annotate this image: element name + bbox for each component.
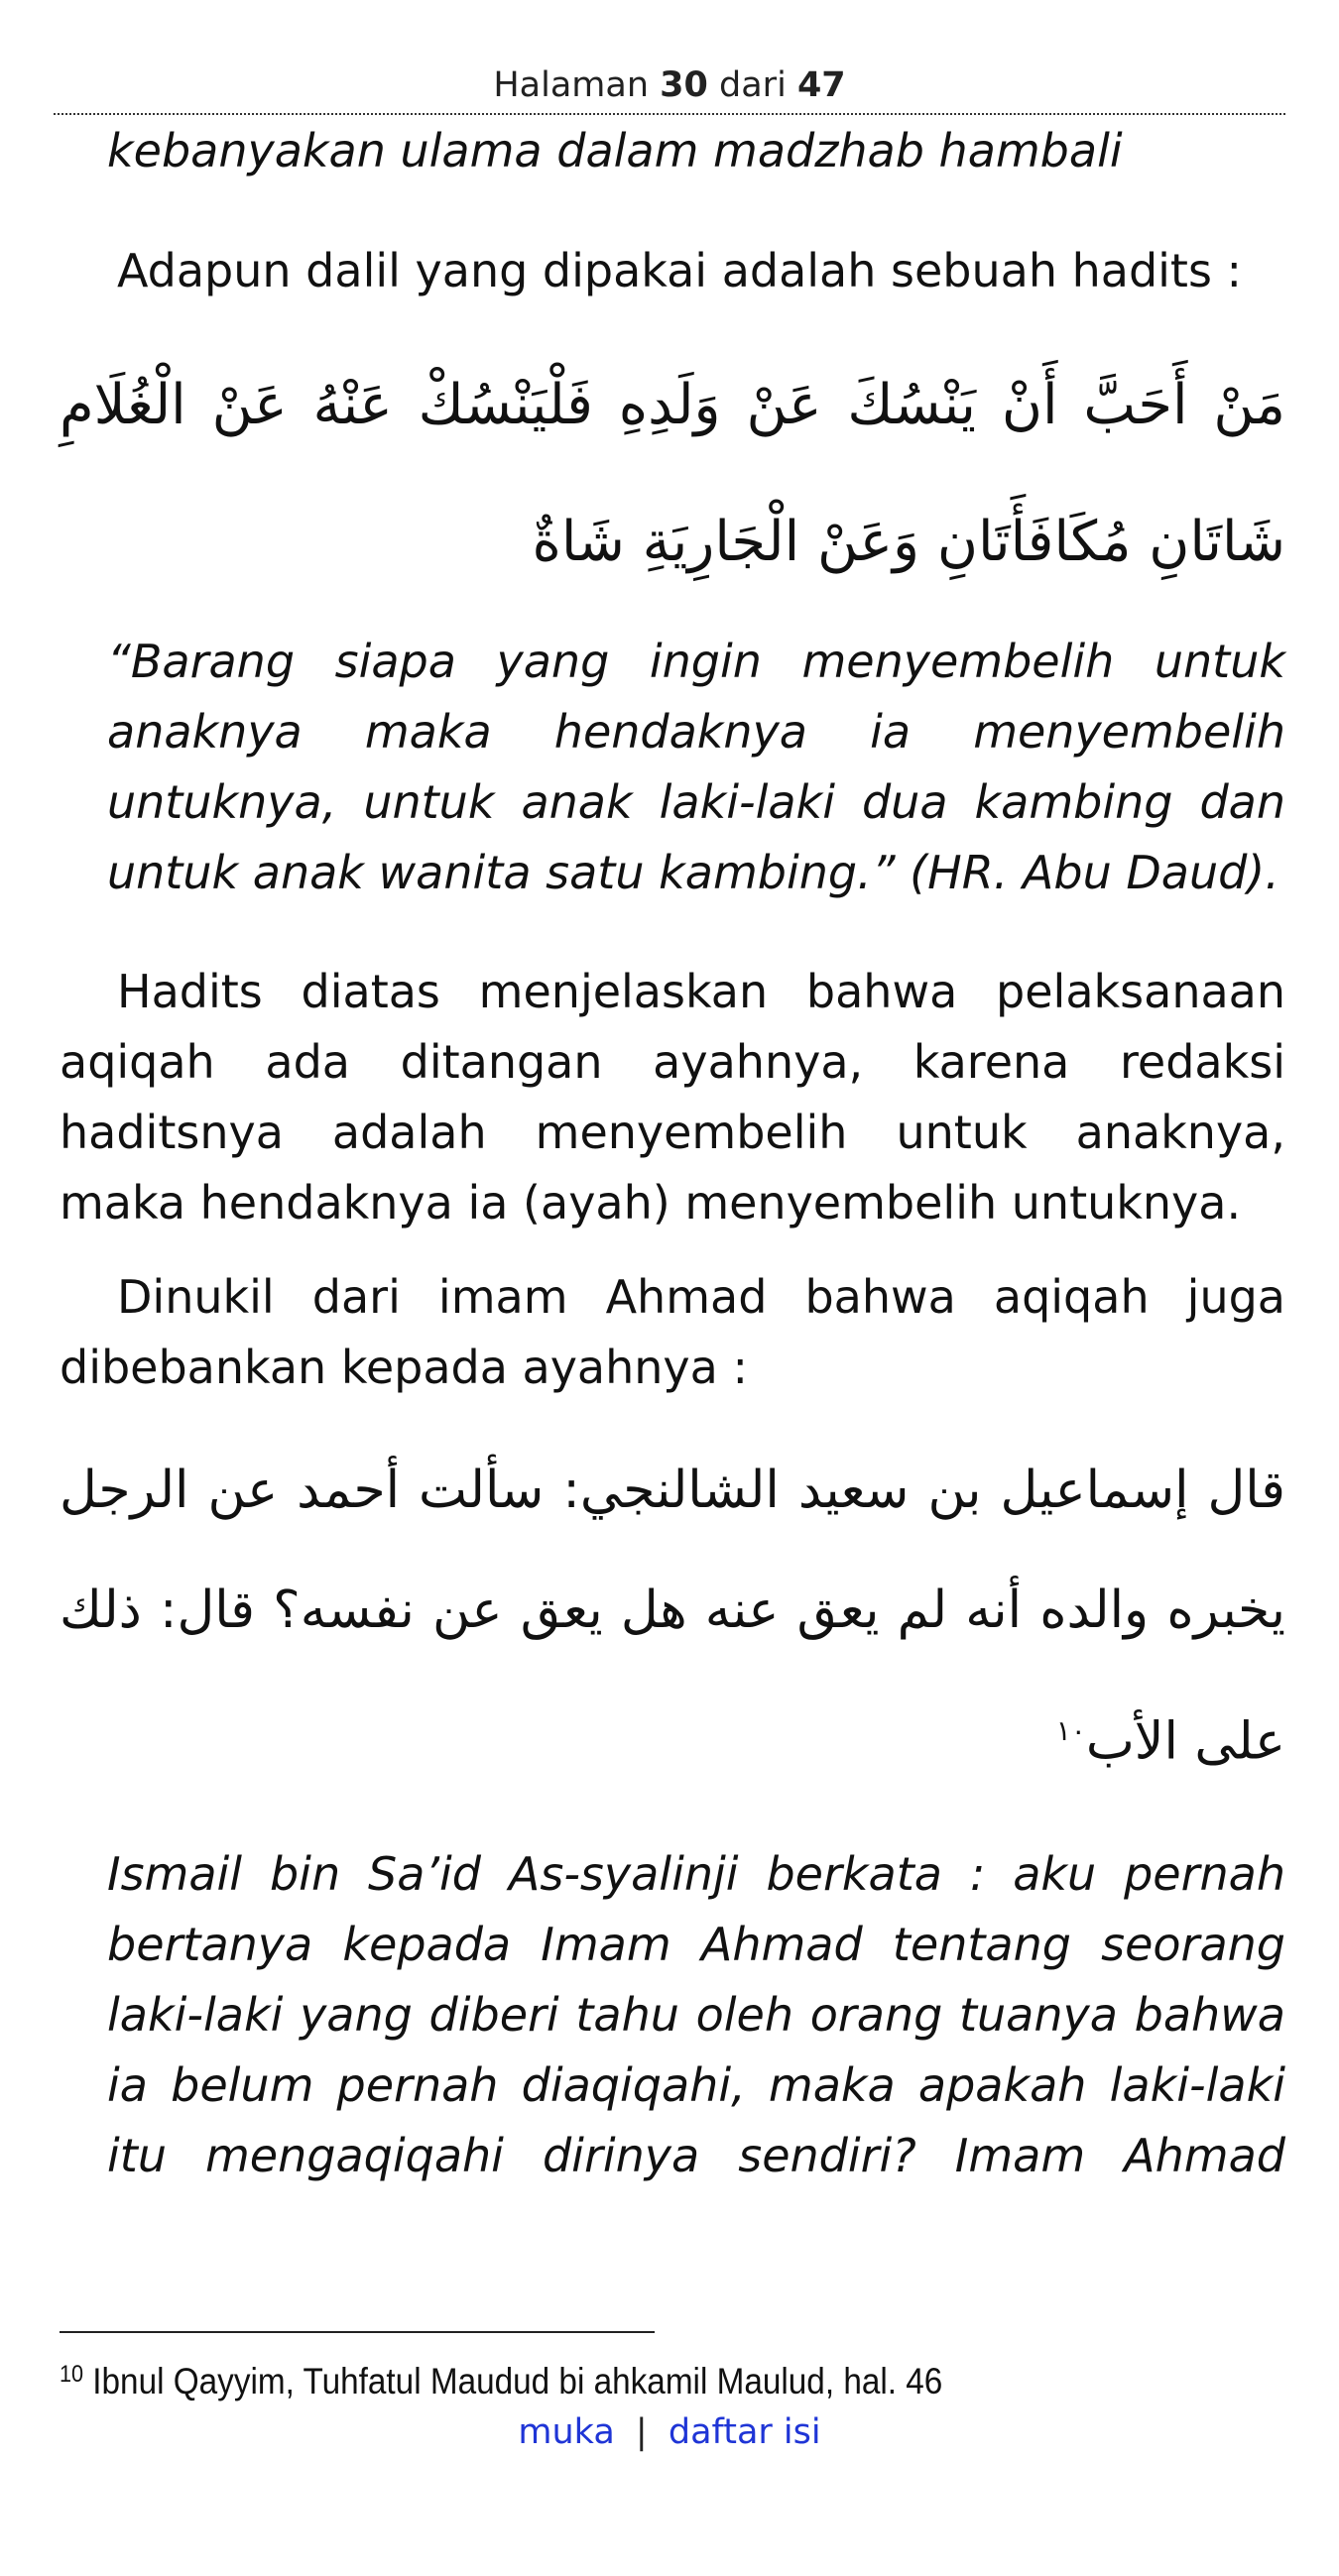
- footnote-number: 10: [60, 2361, 84, 2388]
- front-page-link[interactable]: muka: [518, 2412, 615, 2452]
- page-header: [54, 58, 1285, 115]
- continued-line: kebanyakan ulama dalam madzhab hambali: [107, 124, 1123, 177]
- quote-arabic-text: قال إسماعيل بن سعيد الشالنجي: سألت أحمد عن الرجل يخبره والده أنه لم يعق عنه هل يعق عن نفسه؟ قال: ذلك على الأب: [60, 1461, 1285, 1772]
- explanation-paragraph: Hadits diatas menjelaskan bahwa pelaksanaan aqiqah ada ditangan ayahnya, karena redaksi haditsnya adalah menyembelih untuk anaknya, maka hendaknya ia (ayah) menyembelih untuknya.: [60, 965, 1285, 1229]
- hadith-translation: “Barang siapa yang ingin menyembelih untuk anaknya maka hendaknya ia menyembelih untuknya, untuk anak laki-laki dua kambing dan untuk anak wanita satu kambing.” (HR. Abu Daud).: [107, 635, 1285, 899]
- quote-translation: Ismail bin Sa’id As-syalinji berkata : aku pernah bertanya kepada Imam Ahmad tentang seorang laki-laki yang diberi tahu oleh orang tuanya bahwa ia belum pernah diaqiqahi, maka apakah laki-laki itu mengaqiqahi dirinya sendiri? Imam Ahmad: [107, 1847, 1285, 2182]
- page-of-label: dari: [719, 65, 787, 105]
- footnote-divider: [60, 2331, 655, 2333]
- page-number: 30: [660, 65, 708, 105]
- quote-arabic-footnote-ref: ١٠: [1055, 1714, 1086, 1747]
- hadith-arabic: مَنْ أَحَبَّ أَنْ يَنْسُكَ عَنْ وَلَدِهِ فَلْيَنْسُكْ عَنْهُ عَنْ الْغُلَامِ شَاتَانِ مُكَافَأَتَانِ وَعَنْ الْجَارِيَةِ شَاةٌ: [60, 373, 1285, 574]
- footnote: [60, 2350, 1166, 2406]
- quote-intro-paragraph: Dinukil dari imam Ahmad bahwa aqiqah juga dibebankan kepada ayahnya :: [60, 1270, 1285, 1394]
- intro-paragraph: Adapun dalil yang dipakai adalah sebuah hadits :: [117, 244, 1243, 297]
- quote-arabic: [60, 1431, 1285, 1802]
- page-total: 47: [796, 65, 846, 105]
- table-of-contents-link[interactable]: daftar isi: [668, 2412, 821, 2452]
- footnote-text: Ibnul Qayyim, Tuhfatul Maudud bi ahkamil Maulud, hal. 46: [92, 2361, 943, 2401]
- nav-separator: |: [635, 2412, 648, 2452]
- page-navigation: [0, 2404, 1339, 2460]
- page-label: Halaman: [493, 65, 650, 105]
